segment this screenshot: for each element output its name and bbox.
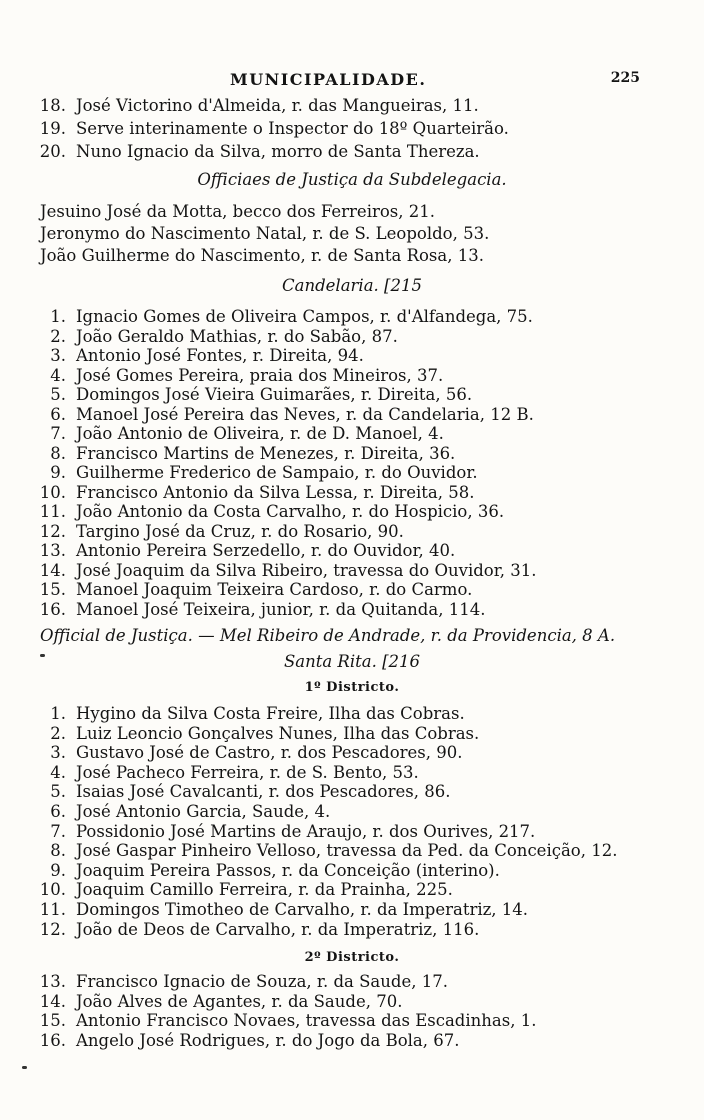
item-text: João Geraldo Mathias, r. do Sabão, 87.	[76, 326, 398, 346]
item-number: 2.	[50, 723, 66, 743]
item-number: 3.	[50, 346, 66, 365]
page-number: 225	[610, 70, 640, 86]
list-item	[0, 598, 704, 622]
page-header	[40, 70, 640, 94]
item-text: Antonio José Fontes, r. Direita, 94.	[76, 346, 364, 365]
item-number: 4.	[50, 365, 66, 385]
item-text: José Gomes Pereira, praia dos Mineiros, 37.	[76, 365, 444, 385]
item-number: 10.	[39, 482, 66, 502]
item-text: José Antonio Garcia, Saude, 4.	[76, 802, 331, 821]
item-number: 7.	[50, 424, 66, 443]
official-entry: Jesuino José da Motta, becco dos Ferreiros, 21.	[40, 202, 435, 221]
item-number: 11.	[39, 502, 66, 521]
item-text: Gustavo José de Castro, r. dos Pescadores, 90.	[76, 743, 463, 763]
item-number: 10.	[39, 880, 66, 900]
district-heading: 1º Districto.	[304, 680, 400, 695]
item-number: 9.	[50, 463, 66, 482]
item-text: João Antonio de Oliveira, r. de D. Manoel, 4.	[76, 424, 444, 443]
running-title: MUNICIPALIDADE.	[230, 70, 427, 89]
item-number: 13.	[39, 972, 66, 991]
list-item: 18. José Victorino d'Almeida, r. das Mangueiras, 11.	[39, 96, 479, 115]
item-text: Targino José da Cruz, r. do Rosario, 90.	[76, 521, 404, 541]
item-text: Francisco Martins de Menezes, r. Direita, 36.	[76, 443, 456, 463]
item-text: João Antonio da Costa Carvalho, r. do Hospicio, 36.	[76, 502, 505, 521]
item-text: Joaquim Pereira Passos, r. da Conceição (interino).	[76, 860, 500, 880]
item-text: Antonio Pereira Serzedello, r. do Ouvidor, 40.	[76, 541, 456, 560]
item-number: 6.	[50, 802, 66, 821]
candelaria-heading: Candelaria. [215	[282, 276, 422, 295]
item-number: 3.	[50, 743, 66, 763]
item-number: 5.	[50, 385, 66, 404]
ink-mark	[22, 1066, 27, 1069]
item-text: João Alves de Agantes, r. da Saude, 70.	[76, 991, 403, 1011]
item-number: 16.	[39, 599, 66, 619]
item-number: 1.	[50, 307, 66, 326]
item-text: Manoel Joaquim Teixeira Cardoso, r. do Carmo.	[76, 580, 473, 599]
item-number: 13.	[39, 541, 66, 560]
list-item: 19. Serve interinamente o Inspector do 18º Quarteirão.	[39, 119, 509, 138]
item-number: 16.	[39, 1030, 66, 1050]
item-number: 14.	[39, 991, 66, 1011]
item-text: João de Deos de Carvalho, r. da Imperatriz, 116.	[76, 919, 480, 939]
official-line: Official de Justiça. — Mel Ribeiro de Andrade, r. da Providencia, 8 A.	[40, 626, 616, 645]
item-text: Manoel José Teixeira, junior, r. da Quitanda, 114.	[76, 599, 486, 619]
item-number: 14.	[39, 560, 66, 580]
list-item	[0, 918, 704, 942]
list-item: 20. Nuno Ignacio da Silva, morro de Santa Thereza.	[39, 142, 480, 161]
item-text: Manoel José Pereira das Neves, r. da Candelaria, 12 B.	[76, 404, 534, 424]
item-text: Francisco Antonio da Silva Lessa, r. Direita, 58.	[76, 482, 475, 502]
item-number: 7.	[50, 821, 66, 841]
item-number: 4.	[50, 762, 66, 782]
item-number: 6.	[50, 404, 66, 424]
item-text: Ignacio Gomes de Oliveira Campos, r. d'Alfandega, 75.	[76, 307, 533, 326]
item-number: 2.	[50, 326, 66, 346]
item-text: Guilherme Frederico de Sampaio, r. do Ouvidor.	[76, 463, 478, 482]
item-number: 12.	[39, 919, 66, 939]
item-text: José Pacheco Ferreira, r. de S. Bento, 53.	[76, 762, 419, 782]
item-text: Angelo José Rodrigues, r. do Jogo da Bola, 67.	[76, 1030, 460, 1050]
item-number: 8.	[50, 443, 66, 463]
item-text: José Gaspar Pinheiro Velloso, travessa da Ped. da Conceição, 12.	[76, 841, 618, 861]
item-text: José Joaquim da Silva Ribeiro, travessa do Ouvidor, 31.	[76, 560, 537, 580]
item-number: 9.	[50, 860, 66, 880]
item-text: Antonio Francisco Novaes, travessa das Escadinhas, 1.	[76, 1011, 537, 1031]
item-text: Domingos José Vieira Guimarães, r. Direita, 56.	[76, 385, 473, 404]
item-number: 5.	[50, 782, 66, 802]
item-number: 11.	[39, 900, 66, 919]
item-number: 15.	[39, 1011, 66, 1031]
item-text: Possidonio José Martins de Araujo, r. dos Ourives, 217.	[76, 821, 536, 841]
item-number: 12.	[39, 521, 66, 541]
item-text: Joaquim Camillo Ferreira, r. da Prainha, 225.	[76, 880, 453, 900]
list-item	[0, 1029, 704, 1053]
item-number: 15.	[39, 580, 66, 599]
item-text: Hygino da Silva Costa Freire, Ilha das Cobras.	[76, 704, 465, 723]
item-number: 8.	[50, 841, 66, 861]
santa-rita-heading: Santa Rita. [216	[283, 652, 421, 671]
district-heading: 2º Districto.	[304, 950, 400, 965]
item-text: Domingos Timotheo de Carvalho, r. da Imperatriz, 14.	[76, 900, 529, 919]
officials-heading: Officiaes de Justiça da Subdelegacia.	[197, 170, 507, 189]
item-number: 1.	[50, 704, 66, 723]
official-entry: Jeronymo do Nascimento Natal, r. de S. Leopoldo, 53.	[40, 224, 490, 243]
official-entry: João Guilherme do Nascimento, r. de Santa Rosa, 13.	[40, 246, 484, 265]
item-text: Isaias José Cavalcanti, r. dos Pescadores, 86.	[76, 782, 451, 802]
item-text: Francisco Ignacio de Souza, r. da Saude, 17.	[76, 972, 448, 991]
item-text: Luiz Leoncio Gonçalves Nunes, Ilha das Cobras.	[76, 723, 480, 743]
